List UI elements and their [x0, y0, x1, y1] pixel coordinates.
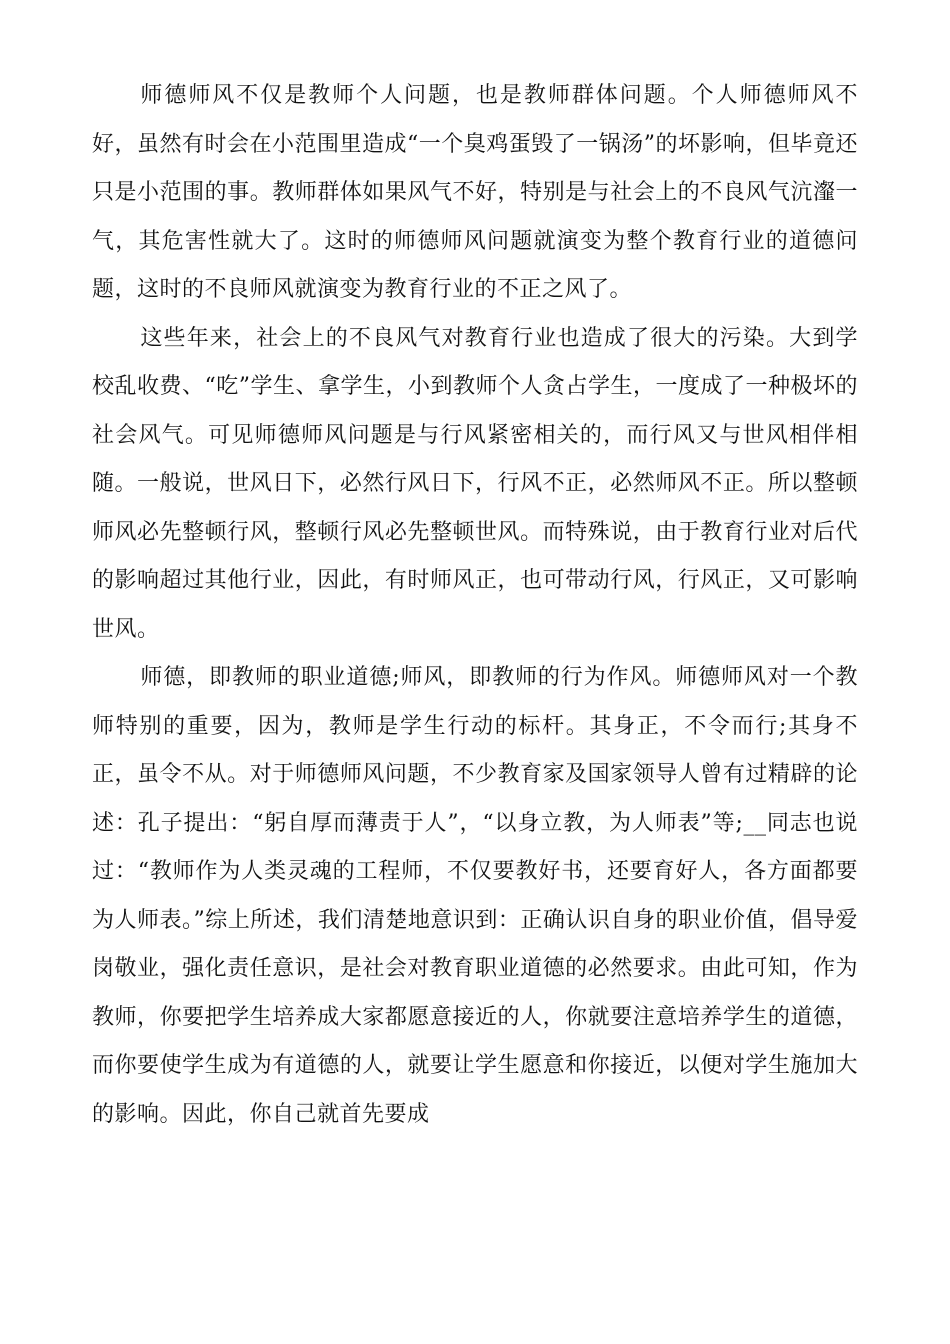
paragraph-2: 这些年来，社会上的不良风气对教育行业也造成了很大的污染。大到学校乱收费、“吃”学生、拿学生，小到教师个人贪占学生，一度成了一种极坏的社会风气。可见师德师风问题是与行风紧密相关的，而行风又与世风相伴相随。一般说，世风日下，必然行风日下，行风不正，必然师风不正。所以整顿师风必先整顿行风，整顿行风必先整顿世风。而特殊说，由于教育行业对后代的影响超过其他行业，因此，有时师风正，也可带动行风，行风正，又可影响世风。 — [92, 325, 858, 642]
document-body — [92, 72, 858, 1139]
paragraph-3: 师德，即教师的职业道德;师风，即教师的行为作风。师德师风对一个教师特别的重要，因为，教师是学生行动的标杆。其身正，不令而行;其身不正，虽令不从。对于师德师风问题，不少教育家及国家领导人曾有过精辟的论述：孔子提出：“躬自厚而薄责于人”，“以身立教，为人师表”等;__同志也说过：“教师作为人类灵魂的工程师，不仅要教好书，还要育好人，各方面都要为人师表。”综上所述，我们清楚地意识到：正确认识自身的职业价值，倡导爱岗敬业，强化责任意识，是社会对教育职业道德的必然要求。由此可知，作为教师，你要把学生培养成大家都愿意接近的人，你就要注意培养学生的道德，而你要使学生成为有道德的人，就要让学生愿意和你接近，以便对学生施加大的影响。因此，你自己就首先要成 — [92, 665, 858, 1127]
paragraph-1: 师德师风不仅是教师个人问题，也是教师群体问题。个人师德师风不好，虽然有时会在小范围里造成“一个臭鸡蛋毁了一锅汤”的坏影响，但毕竟还只是小范围的事。教师群体如果风气不好，特别是与社会上的不良风气沆瀣一气，其危害性就大了。这时的师德师风问题就演变为整个教育行业的道德问题，这时的不良师风就演变为教育行业的不正之风了。 — [92, 83, 858, 302]
